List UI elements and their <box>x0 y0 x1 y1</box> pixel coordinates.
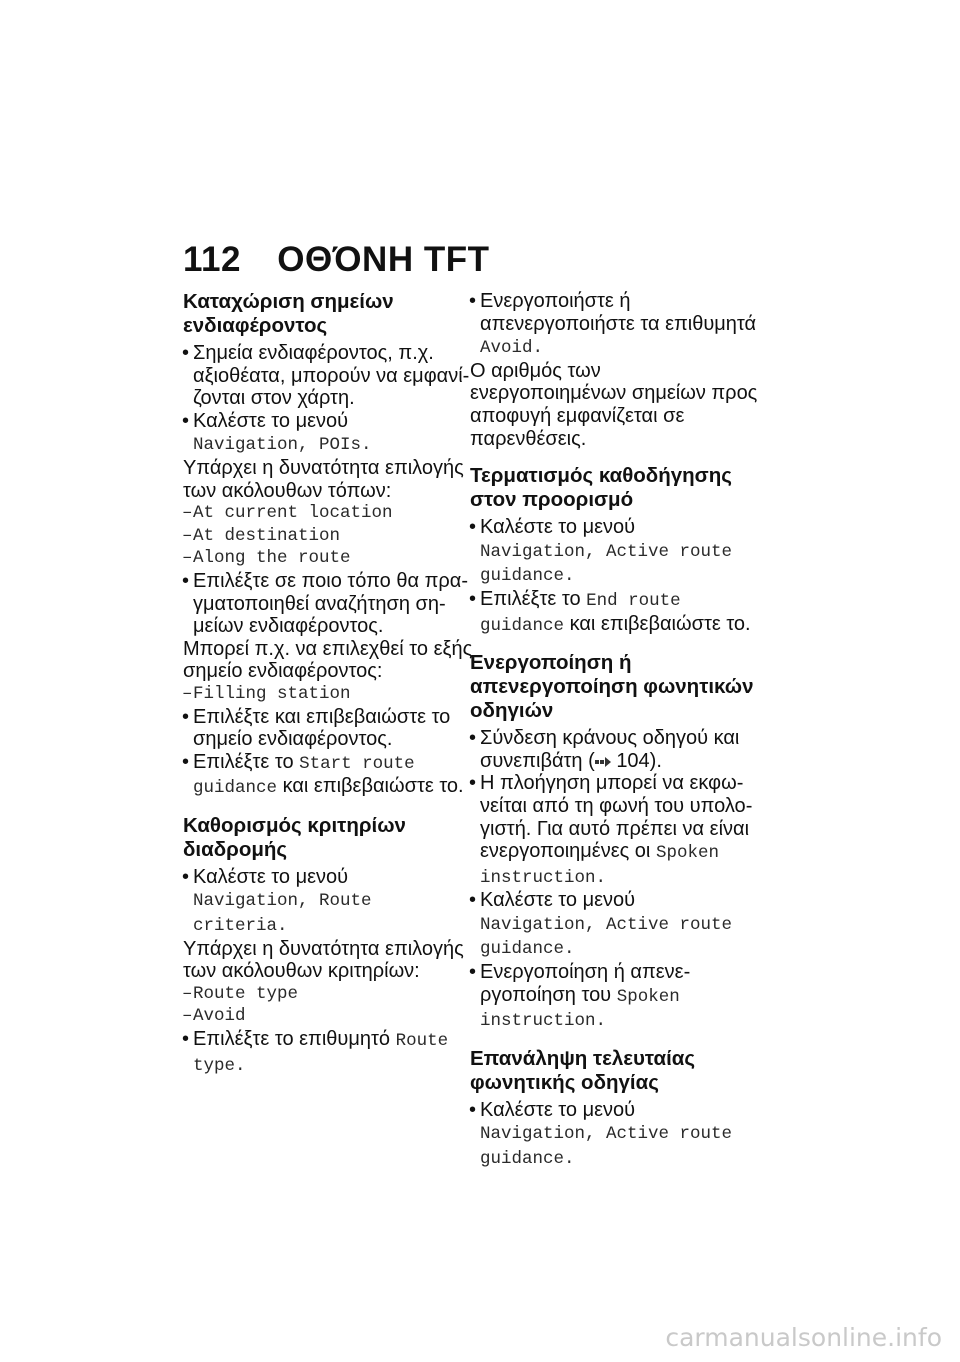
bullet-text: Καλέστε το μενού <box>193 865 349 888</box>
paragraph-example: Μπορεί π.χ. να επιλεχθεί το εξής σημείο ενδιαφέροντος: <box>183 637 473 683</box>
bullet-call-menu <box>470 1099 760 1171</box>
section-title-repeat-instruction: Επανάληψη τελευταίας φωνητικής οδηγίας <box>470 1046 696 1094</box>
chapter-title: ΟΘΌΝΗ TFT <box>277 240 490 279</box>
section-title-end-guidance: Τερματισμός καθοδήγησης στον προορισμό <box>470 464 732 512</box>
menu-item: Route type. <box>193 1031 449 1076</box>
bullet-text: Καλέστε το μενού <box>480 889 636 912</box>
section-title-poi: Καταχώριση σημείων ενδιαφέροντος <box>183 290 394 337</box>
menu-path: Navigation, POIs. <box>193 435 372 456</box>
bullet-poi-intro: • Σημεία ενδιαφέροντος, π.χ. αξιοθέατα, μπορούν να εμφανίζονται στον χάρτη. <box>183 342 473 410</box>
bullet-voice-output <box>470 772 760 889</box>
bullet-call-menu <box>183 410 473 457</box>
bullet-text: Επιλέξτε το <box>193 750 294 773</box>
bullet-text: Επιλέξτε το <box>480 587 581 610</box>
bullet-text: Επιλέξτε το επιθυμητό <box>193 1028 391 1051</box>
bullet-text: Σύνδεση κράνους οδηγού και συνεπιβάτη ( <box>480 727 740 772</box>
bullet-text: Καλέστε το μενού <box>480 516 636 539</box>
page-reference: 104). <box>616 749 662 772</box>
bullet-text: και επιβεβαιώστε το. <box>282 775 464 798</box>
left-column <box>183 290 473 1077</box>
page-number: 112 <box>183 240 241 279</box>
bullet-text: Η πλοήγηση μπορεί να εκφωνείται από τη φωνή του υπολογιστή. Για αυτό πρέπει να είναι ενεργοποιημένες οι <box>480 772 753 863</box>
bullet-text: και επιβεβαιώστε το. <box>569 612 751 635</box>
page-header <box>183 240 489 280</box>
bullet-text: Ενεργοποίηση ή απενεργοποίηση του <box>480 961 691 1006</box>
bullet-select-route-type <box>183 1028 473 1077</box>
paragraph-avoid-count: Ο αριθμός των ενεργοποιημένων σημείων προς αποφυγή εμφανίζεται σε παρενθέσεις. <box>470 359 758 450</box>
bullet-select-place: • Επιλέξτε σε ποιο τόπο θα πραγματοποιηθεί αναζήτηση σημείων ενδιαφέροντος. <box>183 570 473 638</box>
bullet-text: Καλέστε το μενού <box>193 409 349 432</box>
menu-item: Spoken instruction. <box>480 986 680 1032</box>
section-title-voice-instructions: Ενεργοποίηση ή απενεργοποίηση φωνητικών οδηγιών <box>470 651 754 723</box>
bullet-text: Ενεργοποιήστε ή απενεργοποιήστε τα επιθυμητά <box>480 290 757 335</box>
option-at-current-location: – At current location <box>183 502 473 525</box>
right-column <box>470 290 760 1171</box>
option-along-the-route: – Along the route <box>183 547 473 570</box>
menu-path: Navigation, Active route guidance. <box>480 541 733 587</box>
menu-path: Navigation, Active route guidance. <box>480 1124 733 1170</box>
bullet-confirm-poi: • Επιλέξτε και επιβεβαιώστε το σημείο ενδιαφέροντος. <box>183 706 473 751</box>
menu-item: End route guidance <box>480 590 681 636</box>
menu-path: Navigation, Route criteria. <box>193 891 372 937</box>
menu-item: Start route guidance <box>193 753 415 799</box>
menu-item: Spoken instruction. <box>480 843 719 888</box>
option-route-type: – Route type <box>183 983 473 1006</box>
page-reference-arrow-icon <box>595 756 611 768</box>
option-avoid: – Avoid <box>183 1005 473 1028</box>
bullet-call-menu <box>470 889 760 961</box>
menu-path: Navigation, Active route guidance. <box>480 914 733 960</box>
bullet-call-menu <box>470 516 760 588</box>
option-at-destination: – At destination <box>183 525 473 548</box>
bullet-end-guidance <box>470 588 760 637</box>
watermark: carmanualsonline.info <box>665 1323 942 1352</box>
bullet-helmet-connect <box>470 727 760 772</box>
bullet-toggle-spoken <box>470 961 760 1033</box>
section-title-route-criteria: Καθορισμός κριτηρίων διαδρομής <box>183 813 406 861</box>
menu-item: Avoid. <box>480 338 544 359</box>
bullet-call-menu <box>183 866 473 938</box>
option-filling-station: – Filling station <box>183 683 473 706</box>
paragraph-criteria: Υπάρχει η δυνατότητα επιλογής των ακόλουθων κριτηρίων: <box>183 937 464 983</box>
paragraph-options: Υπάρχει η δυνατότητα επιλογής των ακόλουθων τόπων: <box>183 456 464 502</box>
bullet-toggle-avoid <box>470 290 760 360</box>
bullet-start-guidance <box>183 751 473 800</box>
bullet-text: Καλέστε το μενού <box>480 1098 636 1121</box>
